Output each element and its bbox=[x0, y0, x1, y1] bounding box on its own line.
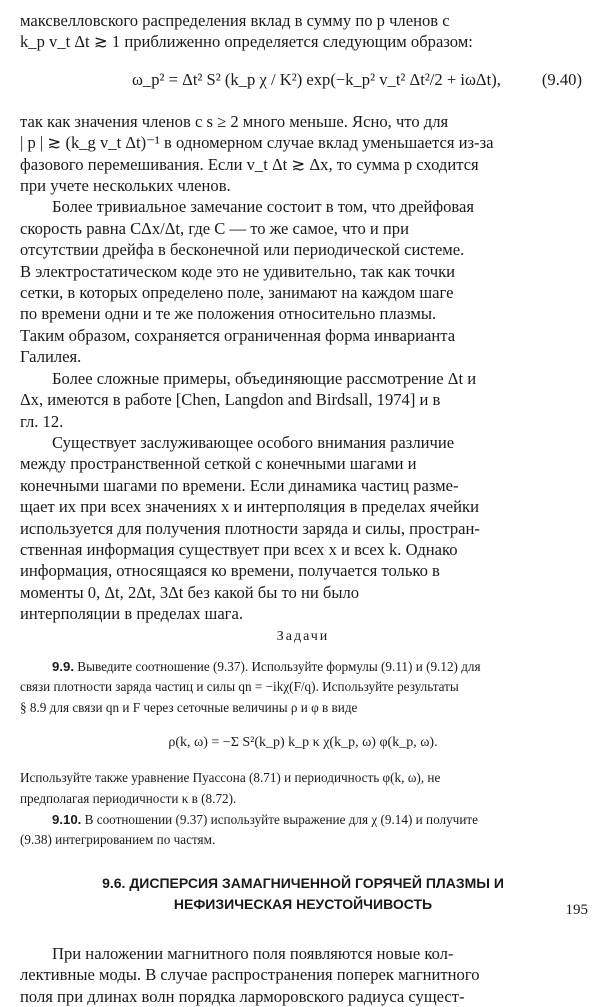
text-line: Галилея. bbox=[20, 347, 82, 367]
text-line: между пространственной сеткой с конечными шагами и bbox=[20, 454, 417, 474]
text-line: Используйте также уравнение Пуассона (8.71) и периодичность φ(k, ω), не bbox=[20, 770, 441, 786]
equation-expression: ω_p² = Δt² S² (k_p χ / K²) exp(−k_p² v_t² Δt²/2 + iωΔt), bbox=[132, 69, 501, 89]
heading-line: 9.6. ДИСПЕРСИЯ ЗАМАГНИЧЕННОЙ ГОРЯЧЕЙ ПЛАЗМЫ И bbox=[102, 874, 504, 891]
text-line: связи плотности заряда частиц и силы qn = −ikχ(F/q). Используйте результаты bbox=[20, 679, 459, 695]
text-line: поля при длинах волн порядка ларморовского радиуса сущест- bbox=[20, 986, 465, 1006]
text-line: моменты 0, Δt, 2Δt, 3Δt без какой бы то ни было bbox=[20, 582, 360, 602]
text-line: при учете нескольких членов. bbox=[20, 176, 231, 196]
paragraph-continued bbox=[20, 10, 586, 53]
text-line: отсутствии дрейфа в бесконечной или периодической системе. bbox=[20, 240, 465, 260]
text-line: по времени одни и те же положения относительно плазмы. bbox=[20, 304, 437, 324]
text-line: фазового перемешивания. Если v_t Δt ≳ Δx, то сумма p сходится bbox=[20, 154, 479, 174]
problem-number: 9.9. bbox=[52, 658, 74, 674]
text-line: максвелловского распределения вклад в сумму по p членов с bbox=[20, 11, 450, 30]
paragraph-examples bbox=[20, 368, 586, 432]
heading-line: НЕФИЗИЧЕСКАЯ НЕУСТОЙЧИВОСТЬ bbox=[173, 895, 433, 912]
text-line: Существует заслуживающее особого внимания различие bbox=[52, 432, 455, 452]
text-line: § 8.9 для связи qn и F через сеточные величины ρ и φ в виде bbox=[20, 699, 358, 715]
text-line: | p | ≳ (k_g v_t Δt)⁻¹ в одномерном случае вклад уменьшается из-за bbox=[20, 133, 494, 153]
text-line: гл. 12. bbox=[20, 411, 64, 431]
equation-number: (9.40) bbox=[541, 69, 582, 89]
problem-9-10 bbox=[20, 810, 586, 851]
paragraph-magnetic-field bbox=[20, 943, 586, 1007]
text-line: В соотношении (9.37) используйте выражение для χ (9.14) и получите bbox=[84, 811, 478, 827]
text-line: При наложении магнитного поля появляются новые кол- bbox=[52, 943, 454, 963]
paragraph-drift bbox=[20, 196, 586, 367]
problems-heading: Задачи bbox=[276, 628, 330, 644]
text-line: Выведите соотношение (9.37). Используйте формулы (9.11) и (9.12) для bbox=[77, 658, 481, 674]
text-line: интерполяции в пределах шага. bbox=[20, 604, 244, 624]
text-line: Более сложные примеры, объединяющие рассмотрение Δt и bbox=[52, 368, 477, 388]
text-line: ственная информация существует при всех x и всех k. Однако bbox=[20, 539, 458, 559]
text-line: сетки, в которых определено поле, занимают на каждом шаге bbox=[20, 283, 454, 303]
text-line: предполагая периодичности κ в (8.72). bbox=[20, 790, 237, 806]
problem-9-9-continued bbox=[20, 768, 586, 809]
book-page bbox=[20, 10, 586, 1007]
text-line: конечными шагами по времени. Если динамика частиц разме- bbox=[20, 475, 459, 495]
text-line: так как значения членов с s ≥ 2 много меньше. Ясно, что для bbox=[20, 111, 449, 131]
text-line: (9.38) интегрированием по частям. bbox=[20, 832, 216, 848]
paragraph-grid-difference bbox=[20, 432, 586, 625]
text-line: k_p v_t Δt ≳ 1 приближенно определяется следующим образом: bbox=[20, 32, 473, 52]
problem-9-9 bbox=[20, 657, 586, 719]
text-line: Таким образом, сохраняется ограниченная форма инварианта bbox=[20, 325, 456, 345]
text-line: информация, относящаяся ко времени, получается только в bbox=[20, 561, 440, 581]
text-line: лективные моды. В случае распространения поперек магнитного bbox=[20, 965, 480, 985]
text-line: используется для получения плотности заряда и силы, простран- bbox=[20, 518, 480, 538]
equation-9-40 bbox=[20, 53, 586, 111]
text-line: скорость равна CΔx/Δt, где C — то же самое, что и при bbox=[20, 218, 409, 238]
text-line: Более тривиальное замечание состоит в том, что дрейфовая bbox=[52, 197, 475, 217]
section-heading-9-6 bbox=[20, 873, 586, 915]
text-line: Δx, имеются в работе [Chen, Langdon and Birdsall, 1974] и в bbox=[20, 390, 441, 410]
problem-9-9-formula: ρ(k, ω) = −Σ S²(k_p) k_p κ χ(k_p, ω) φ(k_p, ω). bbox=[168, 735, 438, 751]
page-number: 195 bbox=[565, 902, 588, 918]
paragraph-convergence bbox=[20, 111, 586, 197]
problem-number: 9.10. bbox=[52, 811, 82, 827]
text-line: В электростатическом коде это не удивительно, так как точки bbox=[20, 261, 456, 281]
text-line: щает их при всех значениях x и интерполяция в пределах ячейки bbox=[20, 497, 479, 517]
